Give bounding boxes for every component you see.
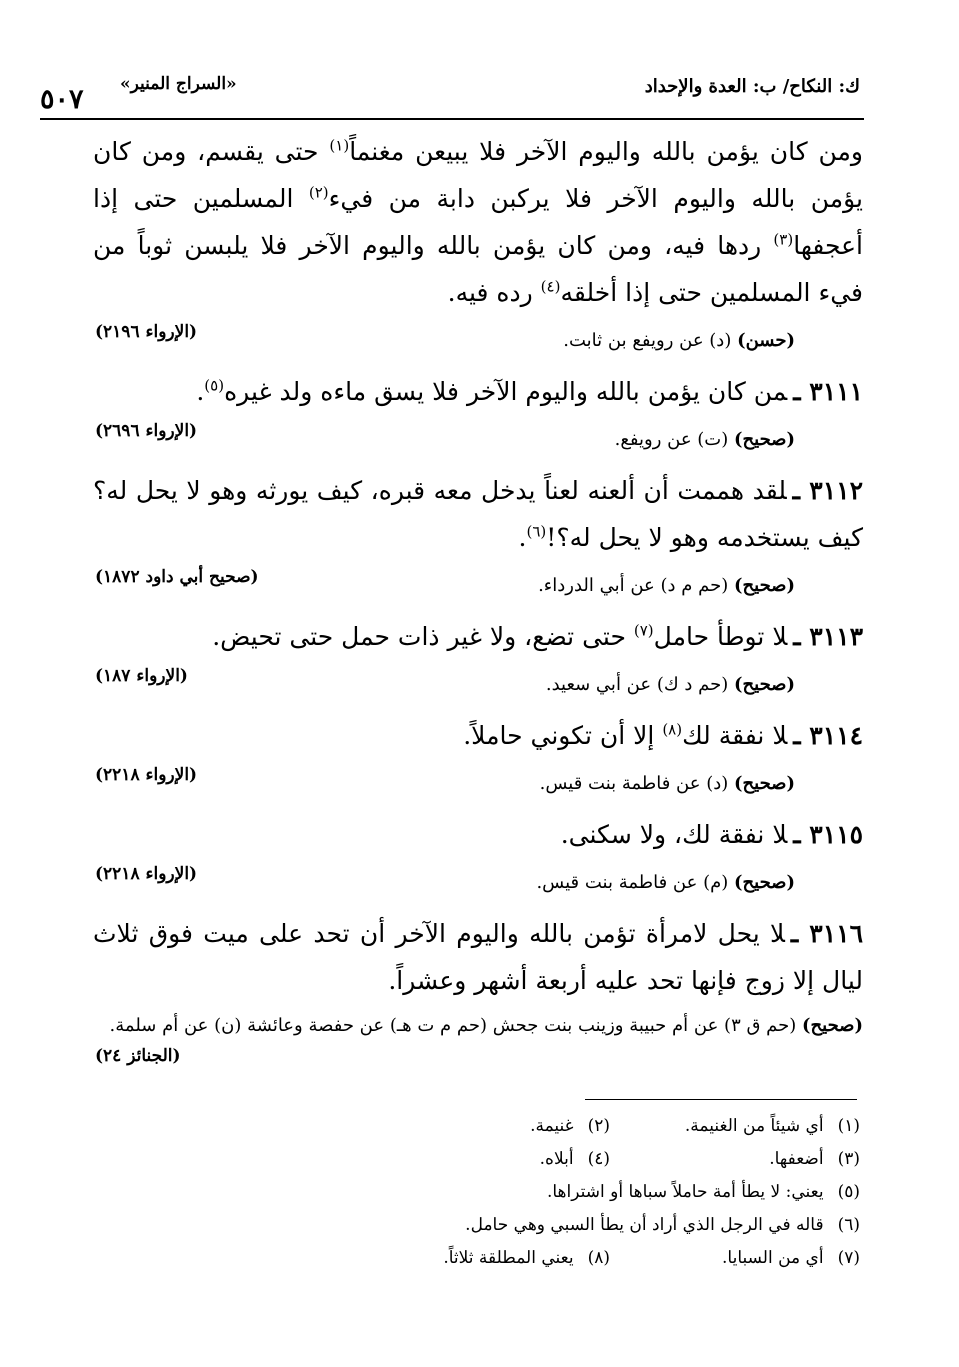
grade-label: (صحيح) [802, 1015, 863, 1036]
hadith-number: ٣١١٤ ـ [793, 721, 863, 750]
source-text: (د) عن فاطمة بنت قيس. [539, 773, 734, 794]
reference: (صحيح أبي داود ١٨٧٢) [95, 567, 259, 587]
footnote-divider [585, 1099, 857, 1100]
page-header [40, 72, 860, 118]
hadith-source [93, 417, 863, 463]
grade-label: (حسن) [737, 330, 795, 351]
reference: (الإرواء ١٨٧) [95, 666, 188, 686]
footnote-item: (٣)أضعفها. [769, 1149, 860, 1169]
hadith-text: ٣١١٤ ـلا نفقة لك$^{(٨)}$ إلا أن تكوني حاملاً. [463, 720, 863, 750]
source-text: (حم ق ٣) عن أم حبيبة وزينب بنت جحش (حم م ت هـ) عن حفصة وعائشة (ن) عن أم سلمة. [109, 1015, 802, 1036]
footnote-row [280, 1178, 860, 1211]
footnote-item: (٢)غنيمة. [530, 1116, 610, 1136]
source-text: (ت) عن رويفع. [614, 429, 734, 450]
footnote-marker[interactable]: (٣) [773, 230, 794, 249]
reference: (الإرواء ٢١٩٦) [95, 322, 198, 342]
hadith-number: ٣١١٥ ـ [793, 820, 863, 849]
footnotes [280, 1112, 860, 1277]
footnote-marker[interactable]: (٥) [204, 376, 225, 395]
hadith-number: ٣١١٦ ـ [790, 919, 864, 948]
footnote-row [280, 1145, 860, 1178]
footnote-row [280, 1112, 860, 1145]
main-content [93, 128, 863, 1082]
grade-label: (صحيح) [734, 872, 795, 893]
source-text: (د) عن رويفع بن ثابت. [563, 330, 738, 351]
footnote-marker[interactable]: (٤) [540, 277, 561, 296]
footnote-item: (٦)قاله في الرجل الذي أراد أن يطأ السبي وهي حامل. [465, 1215, 860, 1235]
hadith-source [93, 860, 863, 906]
hadith-text: ٣١١٥ ـلا نفقة لك، ولا سكنى. [560, 820, 863, 849]
reference: (الجنائز ٢٤) [95, 1046, 181, 1066]
hadith-text: ٣١١٦ ـلا يحل لامرأة تؤمن بالله واليوم الآخر أن تحد على ميت فوق ثلاث ليال إلا زوج فإنها تحد عليه أربعة أشهر وعشراً. [93, 919, 864, 995]
hadith-source [93, 761, 863, 807]
source-text: (حم د ك) عن أبي سعيد. [545, 674, 734, 695]
footnote-marker[interactable]: (٢) [308, 183, 329, 202]
footnote-item: (٤)أبلاه. [539, 1149, 610, 1169]
hadith-number: ٣١١١ ـ [793, 377, 863, 406]
footnote-marker[interactable]: (١) [329, 136, 350, 155]
footnote-item: (٥)يعني: لا يطأ أمة حاملاً سباها أو اشتراها. [546, 1182, 860, 1202]
footnote-row [280, 1244, 860, 1277]
hadith-text: ٣١١١ ـمن كان يؤمن بالله واليوم الآخر فلا يسق ماءه ولد غيره$^{(٥)}$. [196, 376, 863, 406]
grade-label: (صحيح) [734, 773, 795, 794]
footnote-item: (٧)أي من السبايا. [722, 1248, 860, 1268]
footnote-marker[interactable]: (٧) [633, 621, 654, 640]
hadith-text: ومن كان يؤمن بالله واليوم الآخر فلا يبيعن مغنماً$^{(١)}$ حتى يقسم، ومن كان يؤمن بالله واليوم الآخر فلا يركبن دابة من فيء$^{(٢)}$ المسلمين حتى إذا أعجفها$^{(٣)}$ ردها فيه، ومن كان يؤمن بالله واليوم الآخر فلا يلبسن ثوباً من فيء المسلمين حتى إذا أخلقه$^{(٤)}$ رده فيه. [93, 136, 863, 307]
footnote-marker[interactable]: (٦) [526, 522, 547, 541]
hadith-number: ٣١١٣ ـ [793, 622, 863, 651]
reference: (الإرواء ٢٦٩٦) [95, 421, 198, 441]
page-number: ٥٠٧ [40, 84, 84, 115]
hadith-text: ٣١١٣ ـلا توطأ حامل$^{(٧)}$ حتى تضع، ولا غير ذات حمل حتى تحيض. [212, 621, 863, 651]
hadith-source [93, 1006, 863, 1078]
grade-label: (صحيح) [734, 429, 795, 450]
hadith-source [93, 563, 863, 609]
footnote-item: (٨)يعني المطلقة ثلاثاً. [443, 1248, 610, 1268]
footnote-marker[interactable]: (٨) [662, 720, 683, 739]
chapter-title: ك: النكاح/ ب: العدة والإحداد [644, 76, 860, 97]
reference: (الإرواء ٢٢١٨) [95, 864, 198, 884]
hadith-source [93, 318, 863, 364]
header-divider [40, 118, 864, 120]
grade-label: (صحيح) [734, 575, 795, 596]
footnote-item: (١)أي شيئاً من الغنيمة. [684, 1116, 860, 1136]
source-text: (حم م د) عن أبي الدرداء. [538, 575, 734, 596]
reference: (الإرواء ٢٢١٨) [95, 765, 198, 785]
hadith-number: ٣١١٢ ـ [792, 476, 864, 505]
source-text: (م) عن فاطمة بنت قيس. [536, 872, 734, 893]
grade-label: (صحيح) [734, 674, 795, 695]
book-title: «السراج المنير» [120, 74, 237, 94]
footnote-row [280, 1211, 860, 1244]
hadith-source [93, 662, 863, 708]
hadith-text: ٣١١٢ ـلقد هممت أن ألعنه لعناً يدخل معه قبره، كيف يورثه وهو لا يحل له؟ كيف يستخدمه وهو لا يحل له؟!$^{(٦)}$. [93, 476, 864, 552]
